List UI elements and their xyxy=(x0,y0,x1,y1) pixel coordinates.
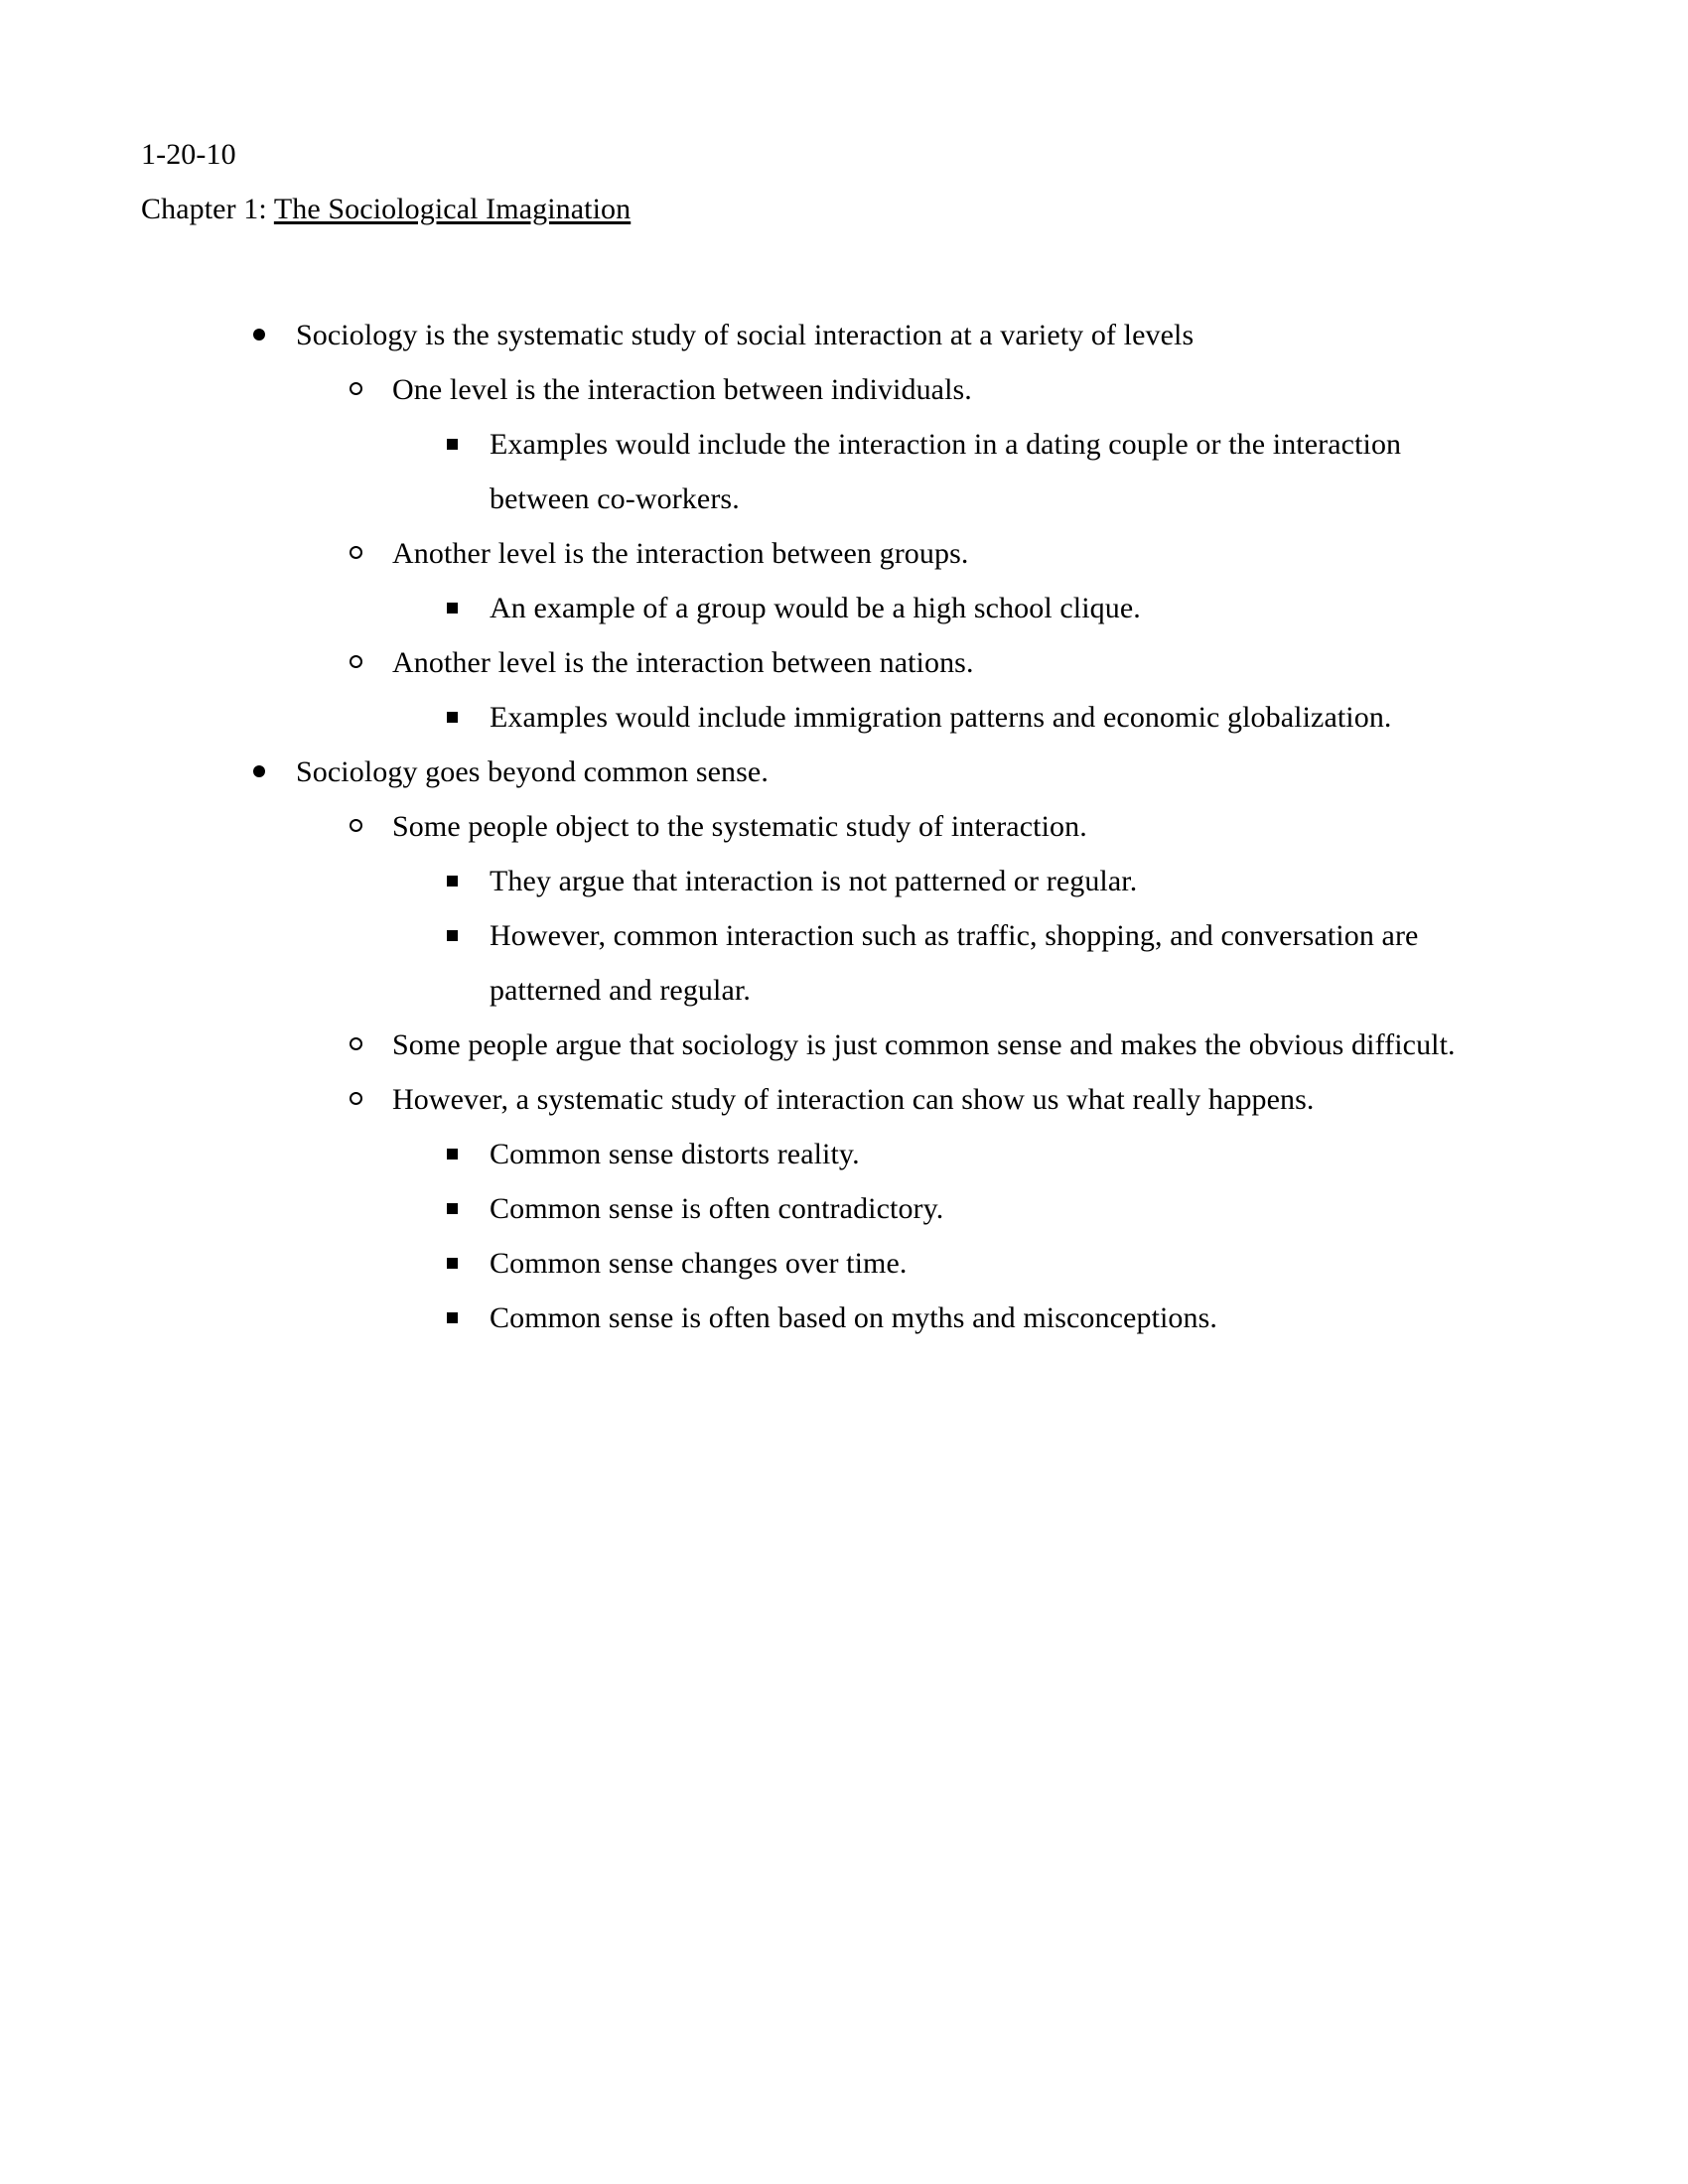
bullet-square-icon xyxy=(447,603,458,614)
bullet-circle-icon xyxy=(350,819,362,832)
outline-item-text: Common sense changes over time. xyxy=(490,1247,908,1280)
bullet-circle-icon xyxy=(350,546,362,559)
bullet-square-icon xyxy=(447,876,458,887)
bullet-square-icon xyxy=(447,439,458,450)
outline-item-text: Common sense distorts reality. xyxy=(490,1138,860,1170)
outline-item-text: They argue that interaction is not patterned or regular. xyxy=(490,865,1138,897)
bullet-circle-icon xyxy=(350,1092,362,1105)
bullet-disc-icon xyxy=(253,329,265,341)
bullet-circle-icon xyxy=(350,382,362,395)
chapter-heading-prefix: Chapter 1: xyxy=(141,193,274,225)
bullet-square-icon xyxy=(447,1203,458,1214)
chapter-heading-title: The Sociological Imagination xyxy=(273,193,632,225)
bullet-square-icon xyxy=(447,930,458,941)
bullet-square-icon xyxy=(447,1258,458,1269)
date-line: 1-20-10 xyxy=(141,138,236,171)
outline-item-text: An example of a group would be a high school clique. xyxy=(490,592,1141,624)
chapter-heading xyxy=(141,182,631,236)
bullet-circle-icon xyxy=(350,655,362,668)
outline-item-text: However, common interaction such as traffic, shopping, and conversation are patterned and regular. xyxy=(490,919,1419,1007)
outline-item-text: Examples would include the interaction in a dating couple or the interaction between co-workers. xyxy=(490,428,1402,515)
outline-item-text: Another level is the interaction between groups. xyxy=(392,537,969,570)
outline-item-text: Sociology goes beyond common sense. xyxy=(296,755,769,788)
outline-item-text: Some people argue that sociology is just common sense and makes the obvious difficult. xyxy=(392,1028,1456,1061)
bullet-square-icon xyxy=(447,712,458,723)
outline-item-text: However, a systematic study of interaction can show us what really happens. xyxy=(392,1083,1315,1116)
outline-item-text: Another level is the interaction between nations. xyxy=(392,646,974,679)
bullet-disc-icon xyxy=(253,765,265,777)
outline-item-text: Sociology is the systematic study of social interaction at a variety of levels xyxy=(296,319,1195,351)
outline-item-text: One level is the interaction between individuals. xyxy=(392,373,972,406)
bullet-square-icon xyxy=(447,1149,458,1160)
outline-item-text: Some people object to the systematic study of interaction. xyxy=(392,810,1087,843)
outline-item-text: Common sense is often based on myths and misconceptions. xyxy=(490,1301,1218,1334)
bullet-square-icon xyxy=(447,1312,458,1323)
outline-item-text: Common sense is often contradictory. xyxy=(490,1192,944,1225)
outline-item-text: Examples would include immigration patterns and economic globalization. xyxy=(490,701,1392,734)
bullet-circle-icon xyxy=(350,1037,362,1050)
